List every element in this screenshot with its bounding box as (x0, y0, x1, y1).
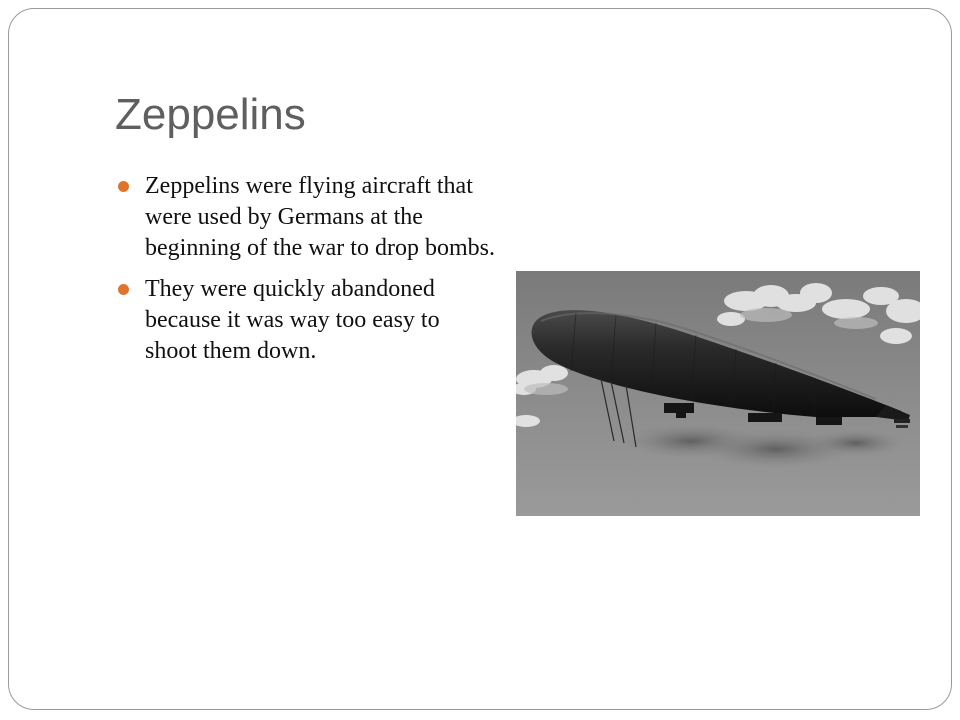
bullet-list (115, 171, 495, 377)
bullet-text: They were quickly abandoned because it was way too easy to shoot them down. (145, 276, 440, 364)
slide-title: Zeppelins (115, 90, 306, 139)
bullet-dot-icon (118, 181, 129, 192)
zeppelin-illustration (516, 271, 920, 516)
bullet-item (115, 171, 495, 264)
bullet-dot-icon (118, 284, 129, 295)
bullet-text: Zeppelins were flying aircraft that were used by Germans at the beginning of the war to drop bombs. (145, 173, 495, 261)
bullet-item (115, 274, 495, 367)
zeppelin-photo (516, 271, 920, 516)
